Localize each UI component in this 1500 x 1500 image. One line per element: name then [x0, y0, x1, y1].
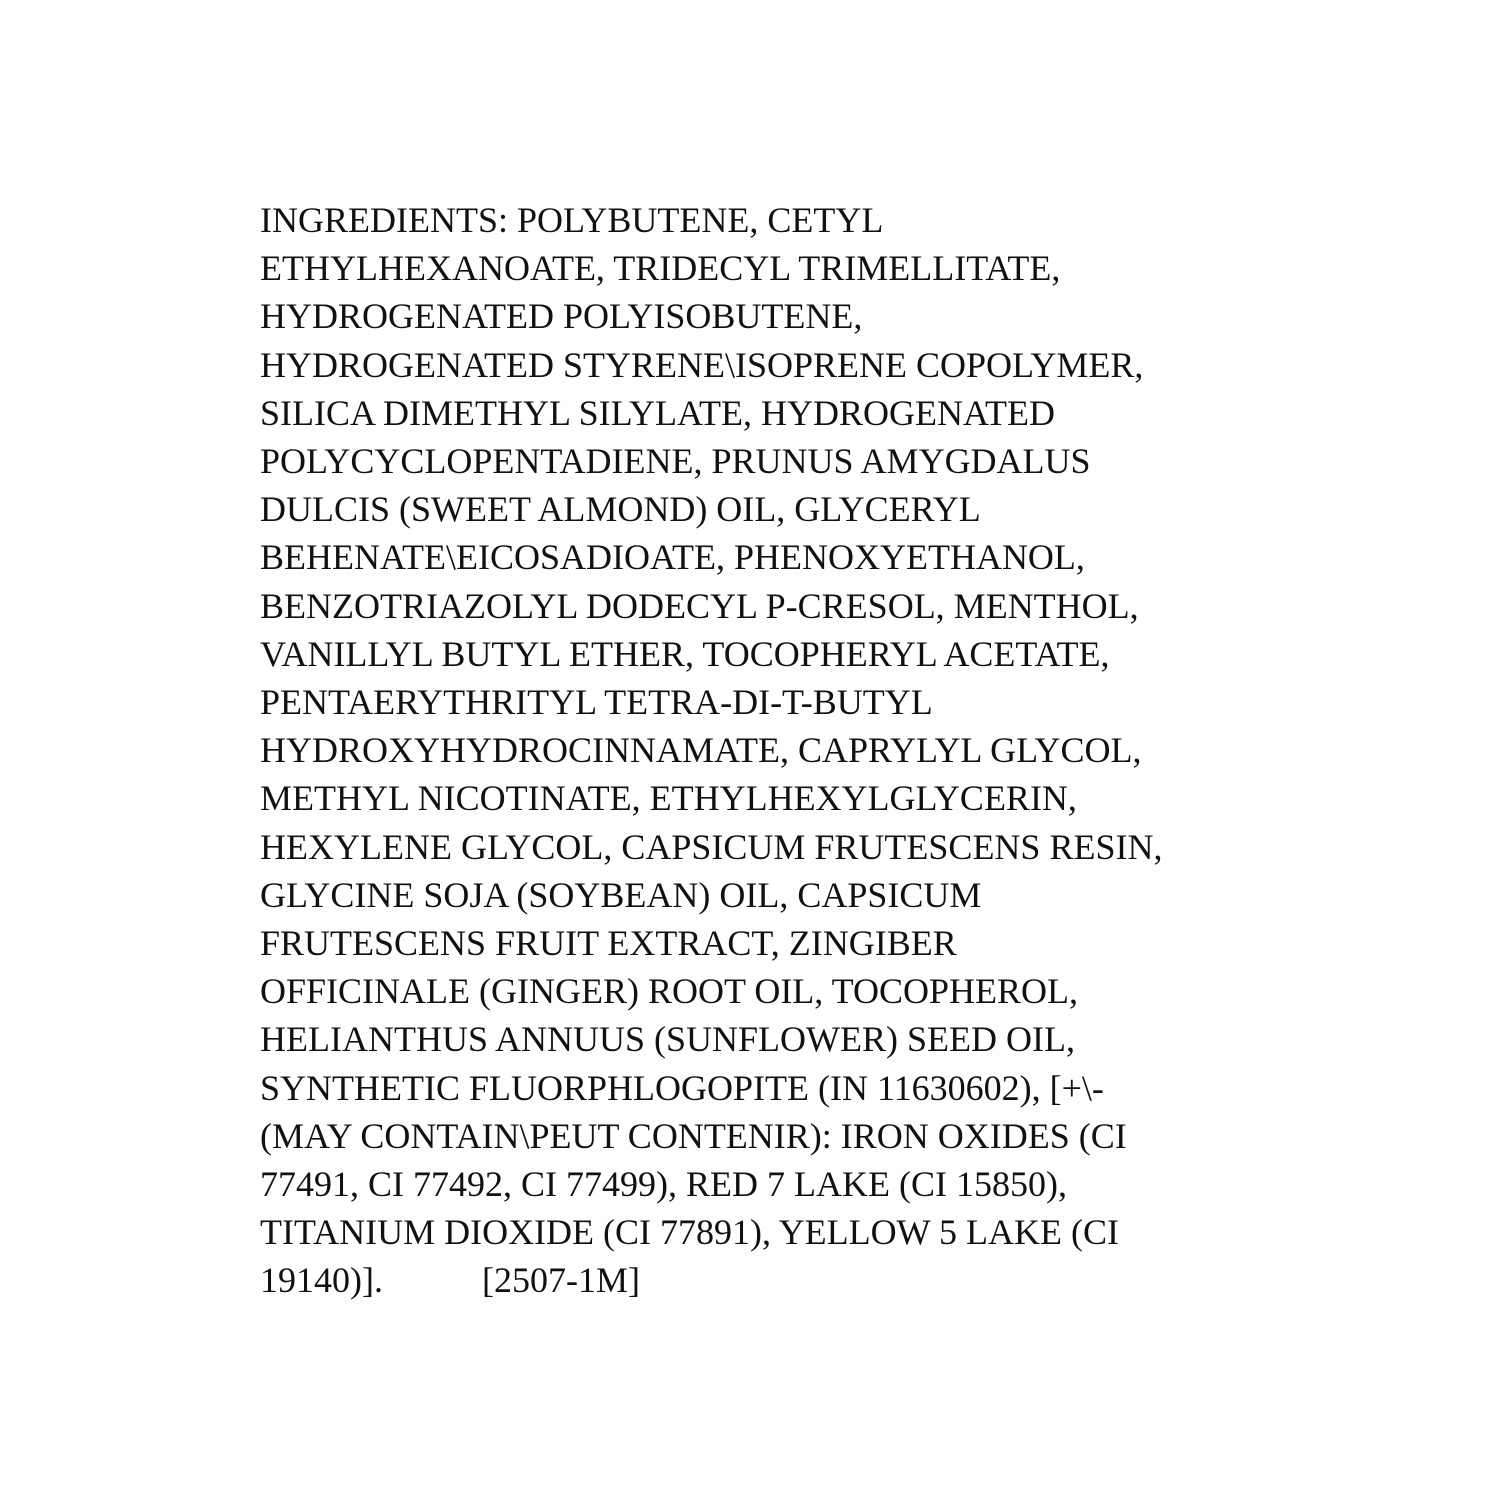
- ingredients-line: ETHYLHEXANOATE, TRIDECYL TRIMELLITATE,: [260, 248, 1061, 289]
- ingredients-line: HELIANTHUS ANNUUS (SUNFLOWER) SEED OIL,: [260, 1019, 1075, 1060]
- ingredients-line: FRUTESCENS FRUIT EXTRACT, ZINGIBER: [260, 923, 957, 964]
- ingredients-line: HYDROGENATED POLYISOBUTENE,: [260, 296, 863, 337]
- ingredients-line: DULCIS (SWEET ALMOND) OIL, GLYCERYL: [260, 489, 981, 530]
- ingredients-line: 19140)]. [2507-1M]: [260, 1260, 640, 1301]
- ingredients-line: INGREDIENTS: POLYBUTENE, CETYL: [260, 200, 884, 240]
- ingredients-line: HYDROXYHYDROCINNAMATE, CAPRYLYL GLYCOL,: [260, 730, 1142, 771]
- ingredients-line: METHYL NICOTINATE, ETHYLHEXYLGLYCERIN,: [260, 778, 1077, 819]
- ingredients-line: PENTAERYTHRITYL TETRA-DI-T-BUTYL: [260, 682, 933, 723]
- ingredients-line: HYDROGENATED STYRENE\ISOPRENE COPOLYMER,: [260, 344, 1144, 385]
- ingredients-line: (MAY CONTAIN\PEUT CONTENIR): IRON OXIDES (CI: [260, 1115, 1127, 1156]
- ingredients-line: SYNTHETIC FLUORPHLOGOPITE (IN 11630602), [+\-: [260, 1067, 1104, 1108]
- ingredients-line: POLYCYCLOPENTADIENE, PRUNUS AMYGDALUS: [260, 441, 1091, 482]
- ingredients-line: 77491, CI 77492, CI 77499), RED 7 LAKE (CI 15850),: [260, 1164, 1067, 1205]
- ingredients-line: OFFICINALE (GINGER) ROOT OIL, TOCOPHEROL,: [260, 971, 1078, 1012]
- ingredients-line: BEHENATE\EICOSADIOATE, PHENOXYETHANOL,: [260, 537, 1085, 578]
- ingredients-line: HEXYLENE GLYCOL, CAPSICUM FRUTESCENS RESIN,: [260, 826, 1163, 867]
- ingredients-line: GLYCINE SOJA (SOYBEAN) OIL, CAPSICUM: [260, 874, 982, 915]
- ingredients-panel: [260, 196, 1270, 1305]
- ingredients-line: VANILLYL BUTYL ETHER, TOCOPHERYL ACETATE,: [260, 633, 1110, 674]
- ingredients-line: TITANIUM DIOXIDE (CI 77891), YELLOW 5 LAKE (CI: [260, 1212, 1119, 1253]
- ingredients-line: BENZOTRIAZOLYL DODECYL P-CRESOL, MENTHOL,: [260, 585, 1139, 626]
- ingredients-line: SILICA DIMETHYL SILYLATE, HYDROGENATED: [260, 392, 1055, 433]
